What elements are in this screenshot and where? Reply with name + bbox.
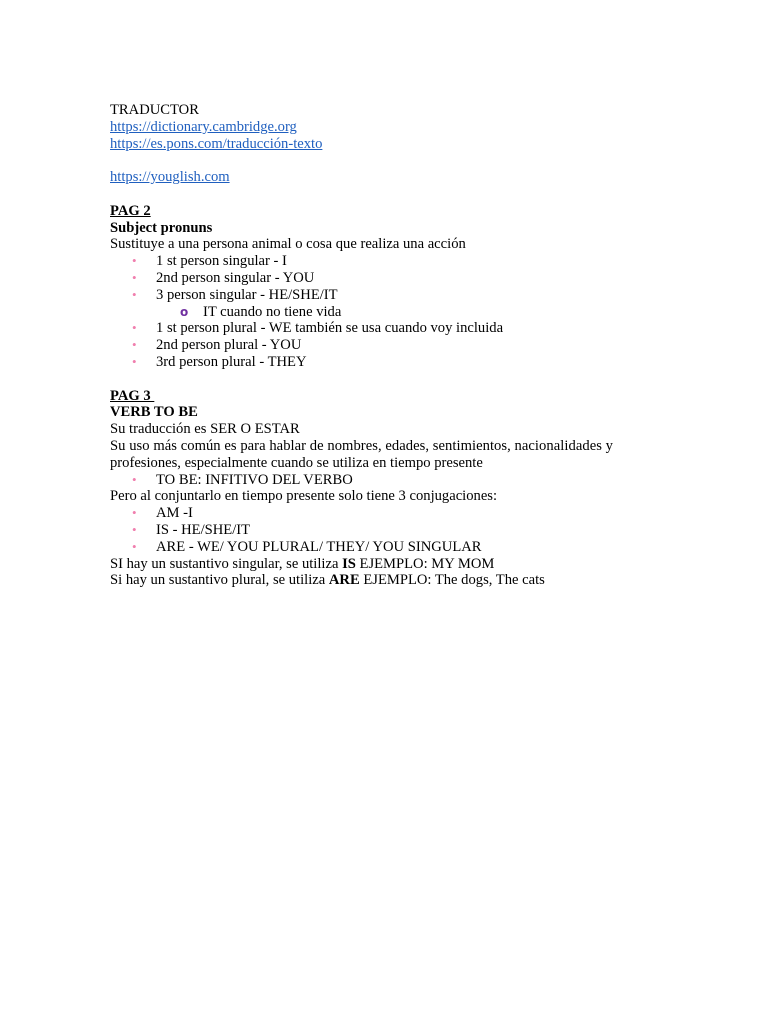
list-item-text: 2nd person plural - YOU [156, 337, 302, 354]
list-item [110, 320, 658, 337]
singular-rule-verb: IS [342, 555, 356, 572]
bullet-icon: • [132, 286, 137, 302]
usage-line-2: profesiones, especialmente cuando se utiliza en tiempo presente [110, 454, 483, 471]
plural-rule-suffix: EJEMPLO: The dogs, The cats [359, 572, 545, 589]
bullet-icon: • [132, 471, 137, 487]
list-item [110, 253, 658, 270]
plural-rule-verb: ARE [328, 572, 360, 589]
sub-list-item [110, 304, 658, 321]
translation-line: Su traducción es SER O ESTAR [110, 421, 300, 438]
list-item-text: 3rd person plural - THEY [156, 353, 307, 370]
conjugation-intro: Pero al conjuntarlo en tiempo presente solo tiene 3 conjugaciones: [110, 488, 498, 505]
bullet-icon: • [132, 337, 137, 353]
bullet-icon: • [132, 269, 137, 285]
document-body [110, 102, 658, 589]
link-pons-translation[interactable]: https://es.pons.com/traducción-texto [110, 135, 323, 152]
list-item-text: 1 st person plural - WE también se usa cuando voy incluida [156, 320, 504, 337]
section-title-subject-pronouns: Subject pronuns [110, 219, 213, 236]
singular-rule-suffix: EJEMPLO: MY MOM [355, 555, 495, 572]
bullet-icon: • [132, 505, 137, 521]
bullet-icon: • [132, 521, 137, 537]
list-item [110, 287, 658, 304]
blank-line [110, 152, 658, 169]
bullet-icon: • [132, 320, 137, 336]
list-item-text: ARE - WE/ YOU PLURAL/ THEY/ YOU SINGULAR [156, 538, 482, 555]
list-item [110, 522, 658, 539]
sub-list-item-text: IT cuando no tiene vida [203, 303, 342, 320]
list-item [110, 472, 658, 489]
page-label-2: PAG 2 [110, 202, 151, 219]
document-title: TRADUCTOR [110, 102, 199, 118]
blank-line [110, 186, 658, 203]
bullet-icon: • [132, 353, 137, 369]
list-item-text: 1 st person singular - I [156, 253, 287, 270]
usage-line-1: Su uso más común es para hablar de nombres, edades, sentimientos, nacionalidades y [110, 437, 613, 454]
pronoun-list [110, 253, 658, 371]
list-item [110, 337, 658, 354]
list-item [110, 354, 658, 371]
section-title-verb-to-be: VERB TO BE [110, 404, 198, 421]
list-item-text: 2nd person singular - YOU [156, 269, 315, 286]
bullet-icon: • [132, 538, 137, 554]
section-description: Sustituye a una persona animal o cosa que realiza una acción [110, 236, 466, 253]
conjugation-list [110, 505, 658, 555]
list-item-text: IS - HE/SHE/IT [156, 521, 251, 538]
list-item [110, 505, 658, 522]
list-item-text: AM -I [156, 505, 193, 522]
blank-line [110, 371, 658, 388]
plural-rule-prefix: Si hay un sustantivo plural, se utiliza [110, 572, 329, 589]
link-cambridge-dictionary[interactable]: https://dictionary.cambridge.org [110, 118, 297, 135]
page-label-3: PAG 3 [110, 387, 155, 404]
list-item [110, 270, 658, 287]
singular-rule-prefix: SI hay un sustantivo singular, se utiliza [110, 555, 343, 572]
plural-rule [110, 572, 658, 589]
bullet-icon: • [132, 253, 137, 269]
list-item-text: 3 person singular - HE/SHE/IT [156, 286, 338, 303]
sub-bullet-icon: o [180, 304, 189, 319]
singular-rule [110, 556, 658, 573]
link-youglish[interactable]: https://youglish.com [110, 169, 230, 186]
list-item [110, 539, 658, 556]
list-item-text: TO BE: INFITIVO DEL VERBO [156, 471, 353, 488]
